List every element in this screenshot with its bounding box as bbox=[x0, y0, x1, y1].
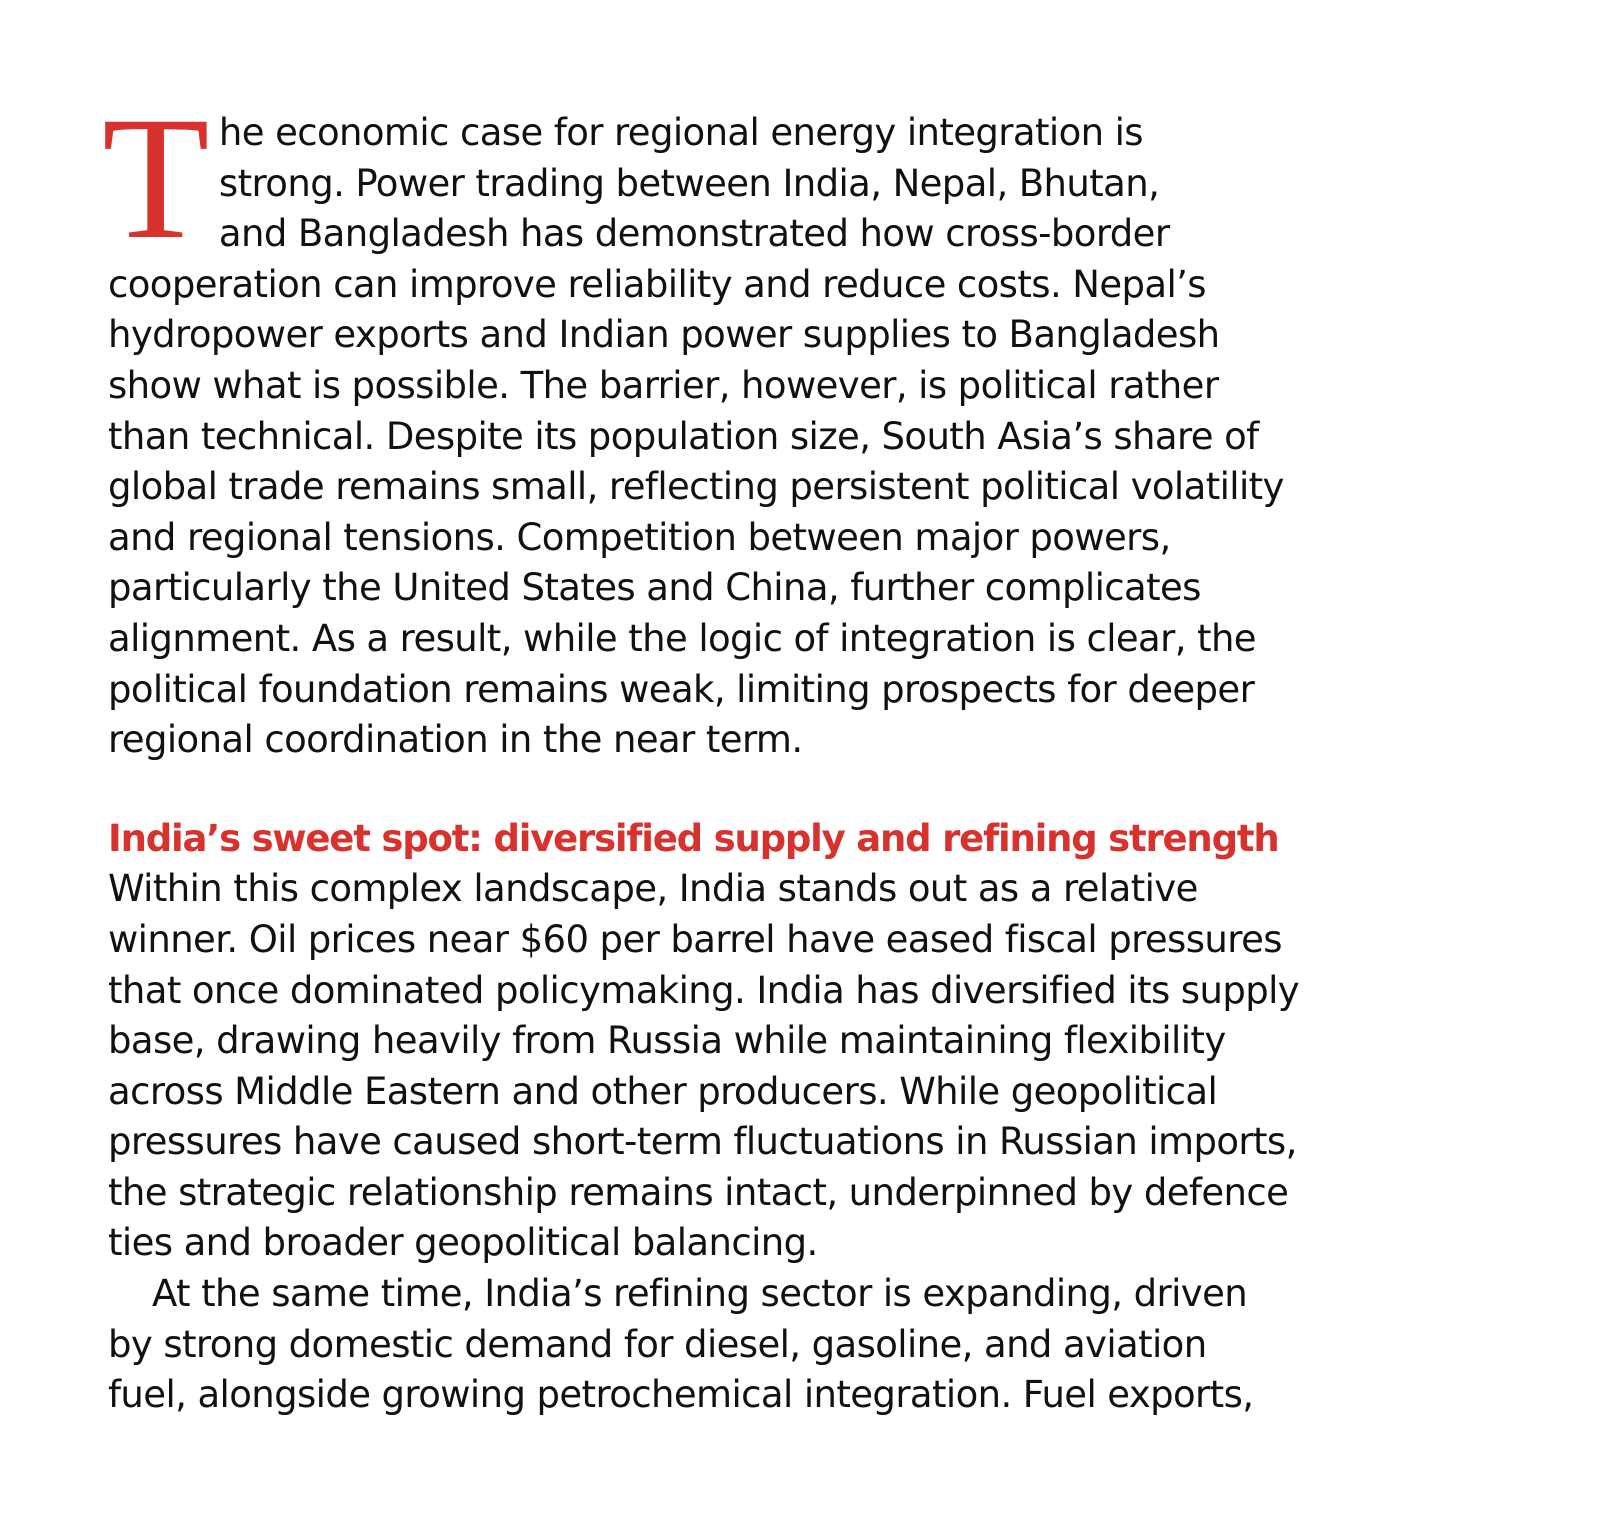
text-line: he economic case for regional energy integration is bbox=[218, 111, 1143, 154]
text-line: and regional tensions. Competition between major powers, bbox=[108, 515, 1171, 559]
text-line: fuel, alongside growing petrochemical integration. Fuel exports, bbox=[108, 1373, 1254, 1417]
intro-paragraph bbox=[102, 81, 1528, 766]
drop-cap: T bbox=[102, 81, 209, 276]
text-line: that once dominated policymaking. India has diversified its supply bbox=[108, 968, 1300, 1012]
text-line: than technical. Despite its population size, South Asia’s share of bbox=[108, 414, 1259, 458]
text-line: base, drawing heavily from Russia while maintaining flexibility bbox=[108, 1019, 1226, 1063]
text-line: ties and broader geopolitical balancing. bbox=[108, 1221, 818, 1265]
text-line: alignment. As a result, while the logic of integration is clear, the bbox=[108, 616, 1256, 660]
text-line: At the same time, India’s refining sector is expanding, driven bbox=[152, 1272, 1248, 1316]
text-line: show what is possible. The barrier, however, is political rather bbox=[108, 363, 1219, 407]
text-line: pressures have caused short-term fluctuations in Russian imports, bbox=[108, 1120, 1297, 1164]
text-line: global trade remains small, reflecting persistent political volatility bbox=[108, 465, 1284, 509]
text-line: and Bangladesh has demonstrated how cross-border bbox=[218, 212, 1170, 256]
section-spacer bbox=[108, 766, 1528, 814]
text-line: by strong domestic demand for diesel, gasoline, and aviation bbox=[108, 1322, 1207, 1366]
text-line: regional coordination in the near term. bbox=[108, 718, 803, 762]
text-line: hydropower exports and Indian power supplies to Bangladesh bbox=[108, 313, 1220, 357]
text-line: Within this complex landscape, India stands out as a relative bbox=[108, 867, 1198, 911]
text-line: particularly the United States and China, further complicates bbox=[108, 566, 1201, 610]
body-paragraph bbox=[108, 1269, 1528, 1421]
text-line: winner. Oil prices near $60 per barrel have eased fiscal pressures bbox=[108, 917, 1282, 961]
text-line: political foundation remains weak, limiting prospects for deeper bbox=[108, 667, 1255, 711]
body-paragraph bbox=[108, 864, 1528, 1269]
article-body bbox=[102, 81, 1528, 1421]
text-line: the strategic relationship remains intact, underpinned by defence bbox=[108, 1170, 1289, 1214]
text-line: across Middle Eastern and other producers. While geopolitical bbox=[108, 1069, 1218, 1113]
text-line: strong. Power trading between India, Nepal, Bhutan, bbox=[218, 161, 1160, 205]
section-heading: India’s sweet spot: diversified supply and refining strength bbox=[108, 816, 1279, 860]
text-line: cooperation can improve reliability and reduce costs. Nepal’s bbox=[108, 262, 1206, 306]
